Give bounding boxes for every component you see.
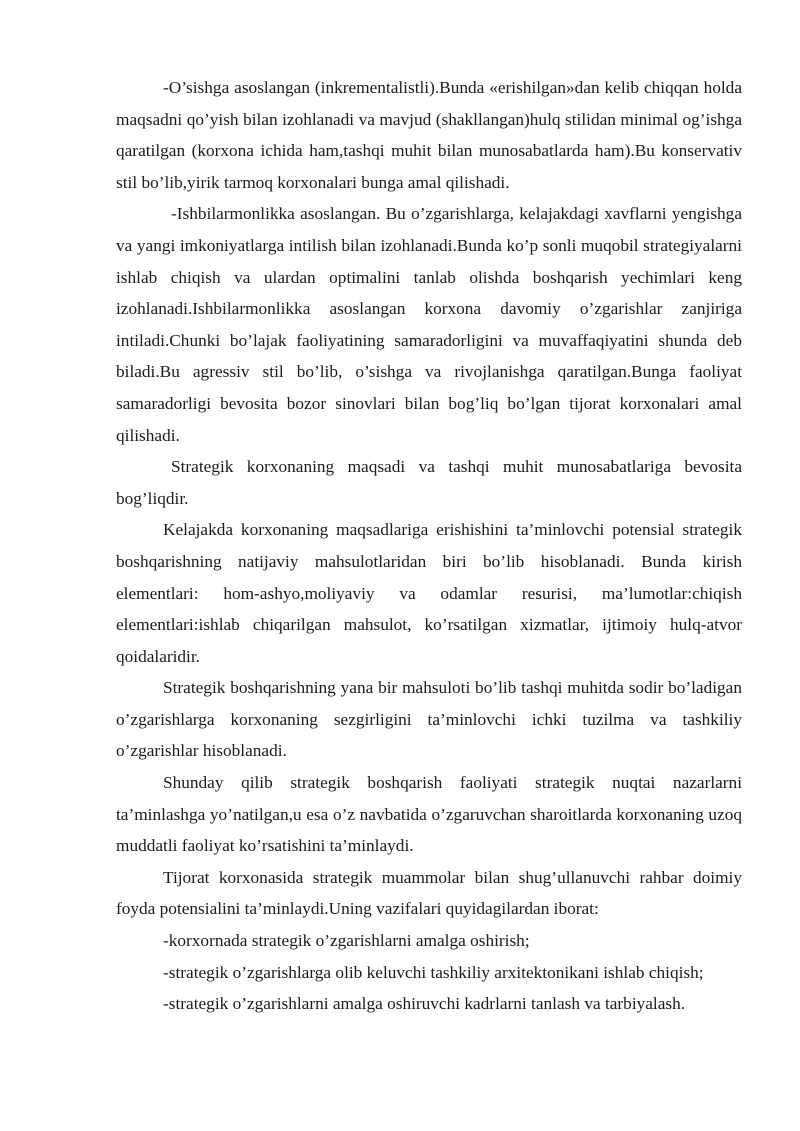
paragraph-conclusion: Shunday qilib strategik boshqarish faoliyati strategik nuqtai nazarlarni ta’minlashga yo’natilgan,u esa o’z navbatida o’zgaruvchan sharoitlarda korxonaning uzoq muddatli faoliyat ko’rsatishini ta’minlaydi. xyxy=(116,773,742,856)
list-item: -strategik o’zgarishlarga olib keluvchi tashkiliy arxitektonikani ishlab chiqish; xyxy=(163,962,704,982)
list-item: -korxornada strategik o’zgarishlarni amalga oshirish; xyxy=(163,931,530,951)
paragraph-structure: Strategik boshqarishning yana bir mahsuloti bo’lib tashqi muhitda sodir bo’ladigan o’zgarishlarga korxonaning sezgirligini ta’minlovchi ichki tuzilma va tashkiliy o’zgarishlar hisoblanadi. xyxy=(116,678,742,761)
list-item: -strategik o’zgarishlarni amalga oshiruvchi kadrlarni tanlash va tarbiyalash. xyxy=(163,994,686,1014)
paragraph-potential: Kelajakda korxonaning maqsadlariga erishishini ta’minlovchi potensial strategik boshqarishning natijaviy mahsulotlaridan biri bo’lib hisoblanadi. Bunda kirish elementlari: hom-ashyo,moliyaviy va odamlar resurisi, ma’lumotlar:chiqish elementlari:ishlab chiqarilgan mahsulot, ko’rsatilgan xizmatlar, ijtimoiy hulq-atvor qoidalaridir. xyxy=(116,520,742,666)
paragraph-strategic-goal: Strategik korxonaning maqsadi va tashqi muhit munosabatlariga bevosita bog’liqdir. xyxy=(116,457,742,508)
paragraph-entrepreneurial-style: -Ishbilarmonlikka asoslangan. Bu o’zgarishlarga, kelajakdagi xavflarni yengishga va yangi imkoniyatlarga intilish bilan izohlanadi.Bunda ko’p sonli muqobil strategiyalarni ishlab chiqish va ulardan optimalini tanlab olishda boshqarish yechimlari keng izohlanadi.Ishbilarmonlikka asoslangan korxona davomiy o’zgarishlar zanjiriga intiladi.Chunki bo’lajak faoliyatining samaradorligini va muvaffaqiyatini shunda deb biladi.Bu agressiv stil bo’lib, o’sishga va rivojlanishga qaratilgan.Bunga faoliyat samaradorligi bevosita bozor sinovlari bilan bog’liq bo’lgan tijorat korxonalari amal qilishadi. xyxy=(116,204,742,445)
paragraph-incremental-style: -O’sishga asoslangan (inkrementalistli).Bunda «erishilgan»dan kelib chiqqan holda maqsadni qo’yish bilan izohlanadi va mavjud (shakllangan)hulq stilidan minimal og’ishga qaratilgan (korxona ichida ham,tashqi muhit bilan munosabatlarda ham).Bu konservativ stil bo’lib,yirik tarmoq korxonalari bunga amal qilishadi. xyxy=(116,78,742,192)
document-body xyxy=(116,72,742,1020)
paragraph-manager-tasks: Tijorat korxonasida strategik muammolar bilan shug’ullanuvchi rahbar doimiy foyda potensialini ta’minlaydi.Uning vazifalari quyidagilardan iborat: xyxy=(116,867,742,919)
